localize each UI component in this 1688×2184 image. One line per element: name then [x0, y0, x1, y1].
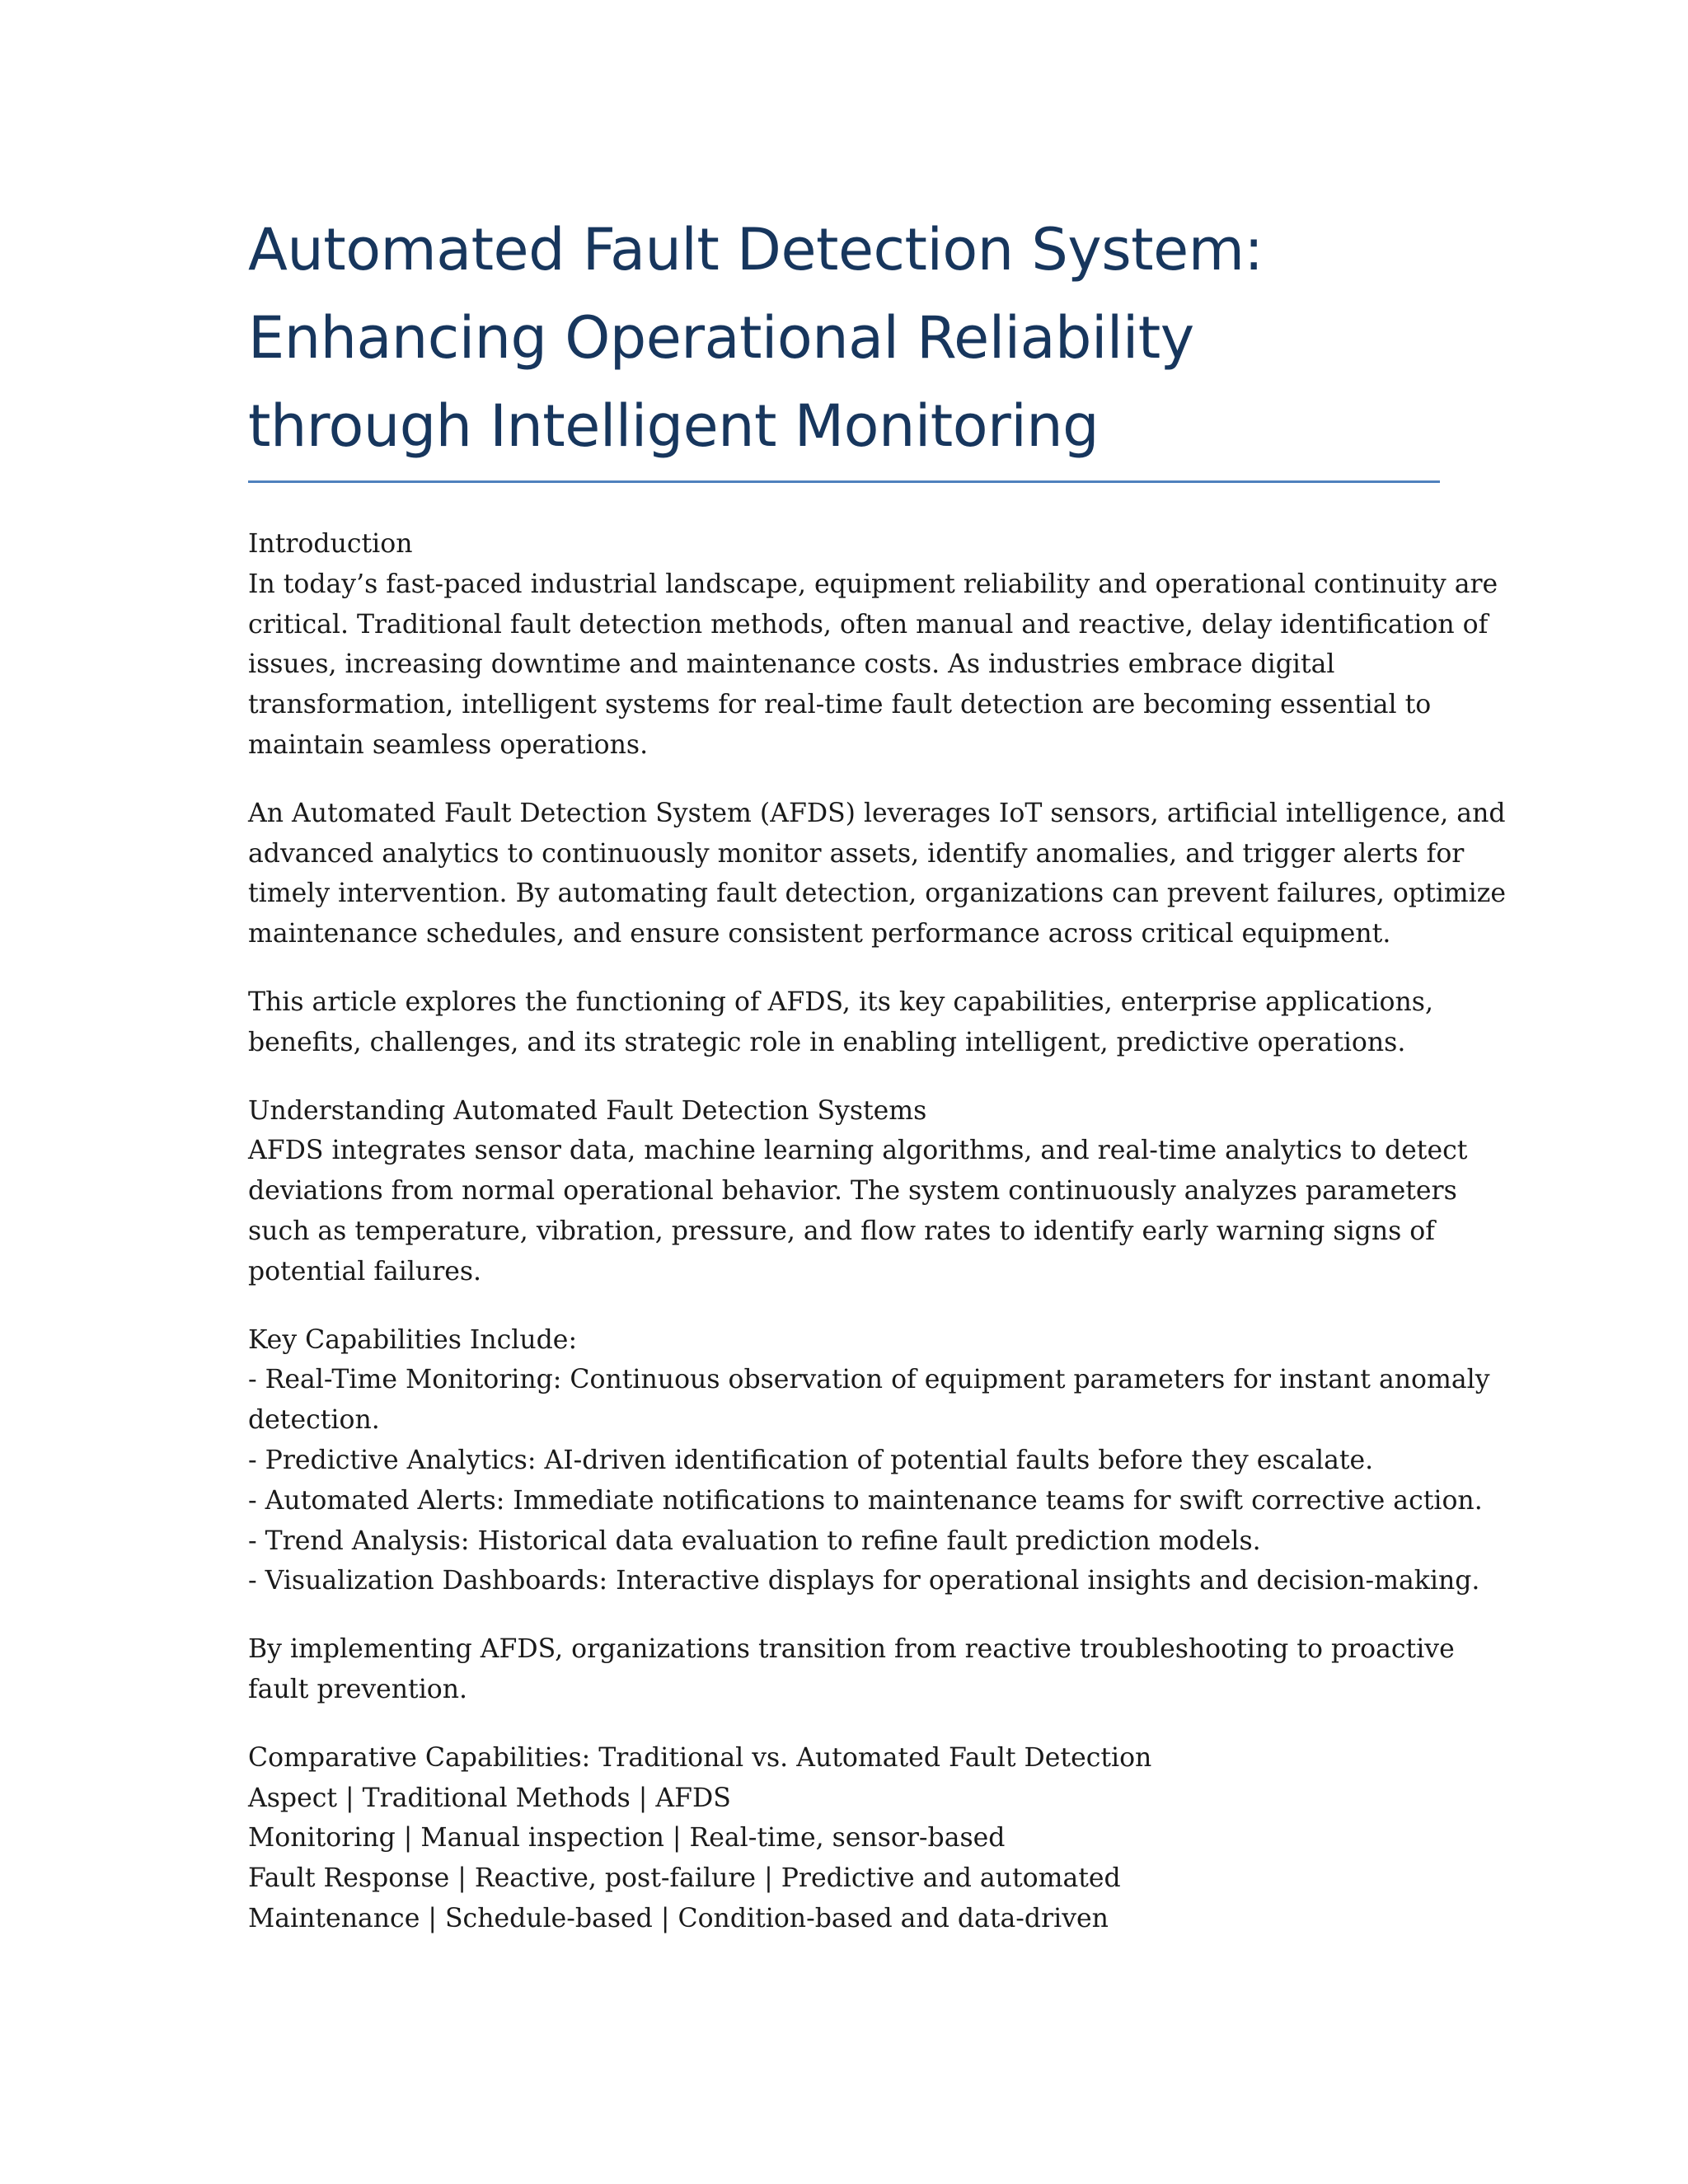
text-line: maintenance schedules, and ensure consistent performance across critical equipment. [248, 919, 1391, 949]
text-line: deviations from normal operational behavior. The system continuously analyzes parameters [248, 1176, 1457, 1207]
text-line: critical. Traditional fault detection methods, often manual and reactive, delay identification of [248, 609, 1489, 640]
text-line: In today’s fast-paced industrial landscape, equipment reliability and operational continuity are [248, 569, 1498, 599]
text-line: such as temperature, vibration, pressure, and flow rates to identify early warning signs of [248, 1216, 1435, 1246]
paragraph-understanding-afds [248, 1091, 1468, 1292]
paragraph-implementation [248, 1629, 1455, 1710]
paragraph-key-capabilities [248, 1320, 1490, 1602]
text-line: An Automated Fault Detection System (AFDS) leverages IoT sensors, artificial intelligence, and [248, 798, 1506, 828]
paragraph-comparison [248, 1738, 1440, 1939]
document-content [248, 206, 1506, 1967]
text-line: advanced analytics to continuously monitor assets, identify anomalies, and trigger alerts for [248, 838, 1465, 869]
text-line: This article explores the functioning of AFDS, its key capabilities, enterprise applications, [248, 987, 1433, 1017]
paragraph-article-scope [248, 982, 1440, 1063]
document-title [248, 206, 1440, 471]
list-item-continuation: detection. [248, 1405, 380, 1436]
list-item: - Visualization Dashboards: Interactive displays for operational insights and decision-making. [248, 1566, 1480, 1596]
title-line: Automated Fault Detection System: [248, 216, 1264, 284]
text-line: timely intervention. By automating fault detection, organizations can prevent failures, optimize [248, 879, 1506, 909]
text-line: fault prevention. [248, 1674, 468, 1704]
table-row: Monitoring | Manual inspection | Real-time, sensor-based [248, 1823, 1006, 1854]
paragraph-afds-overview [248, 794, 1506, 954]
text-line: maintain seamless operations. [248, 729, 649, 760]
text-line: By implementing AFDS, organizations transition from reactive troubleshooting to proactive [248, 1634, 1455, 1665]
document-body [248, 524, 1506, 1939]
section-heading-introduction: Introduction [248, 529, 413, 559]
title-divider [248, 480, 1440, 483]
paragraph-introduction [248, 524, 1498, 766]
title-line: through Intelligent Monitoring [248, 392, 1100, 460]
section-heading-comparison: Comparative Capabilities: Traditional vs. Automated Fault Detection [248, 1742, 1152, 1773]
list-item: - Trend Analysis: Historical data evaluation to refine fault prediction models. [248, 1526, 1261, 1556]
list-item: - Predictive Analytics: AI-driven identification of potential faults before they escalate. [248, 1445, 1374, 1475]
section-heading-key-capabilities: Key Capabilities Include: [248, 1324, 578, 1355]
text-line: issues, increasing downtime and maintenance costs. As industries embrace digital [248, 649, 1335, 680]
text-line: benefits, challenges, and its strategic role in enabling intelligent, predictive operations. [248, 1027, 1406, 1057]
table-row: Fault Response | Reactive, post-failure | Predictive and automated [248, 1863, 1121, 1894]
text-line: potential failures. [248, 1256, 482, 1286]
text-line: transformation, intelligent systems for real-time fault detection are becoming essential to [248, 690, 1432, 720]
section-heading-understanding: Understanding Automated Fault Detection Systems [248, 1095, 927, 1126]
list-item: - Real-Time Monitoring: Continuous observation of equipment parameters for instant anomaly [248, 1365, 1490, 1395]
table-row: Aspect | Traditional Methods | AFDS [248, 1783, 731, 1813]
text-line: AFDS integrates sensor data, machine learning algorithms, and real-time analytics to detect [248, 1136, 1468, 1166]
title-line: Enhancing Operational Reliability [248, 304, 1194, 372]
table-row: Maintenance | Schedule-based | Condition-based and data-driven [248, 1903, 1109, 1933]
list-item: - Automated Alerts: Immediate notifications to maintenance teams for swift corrective action. [248, 1485, 1483, 1516]
